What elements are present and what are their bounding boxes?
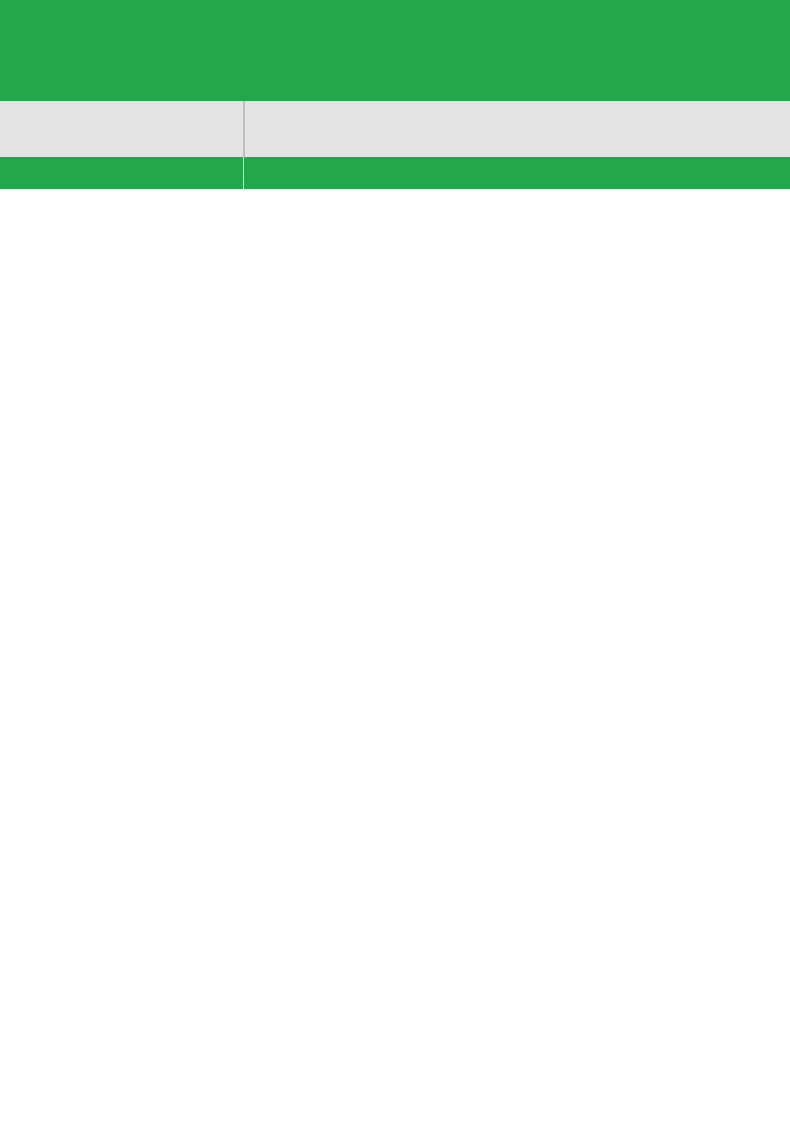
model-row [0, 101, 790, 157]
model-label [0, 101, 243, 157]
model-value [245, 101, 790, 157]
title-banner [0, 0, 790, 101]
column-header [0, 157, 790, 189]
header-spec [244, 157, 790, 189]
header-item [0, 157, 243, 189]
